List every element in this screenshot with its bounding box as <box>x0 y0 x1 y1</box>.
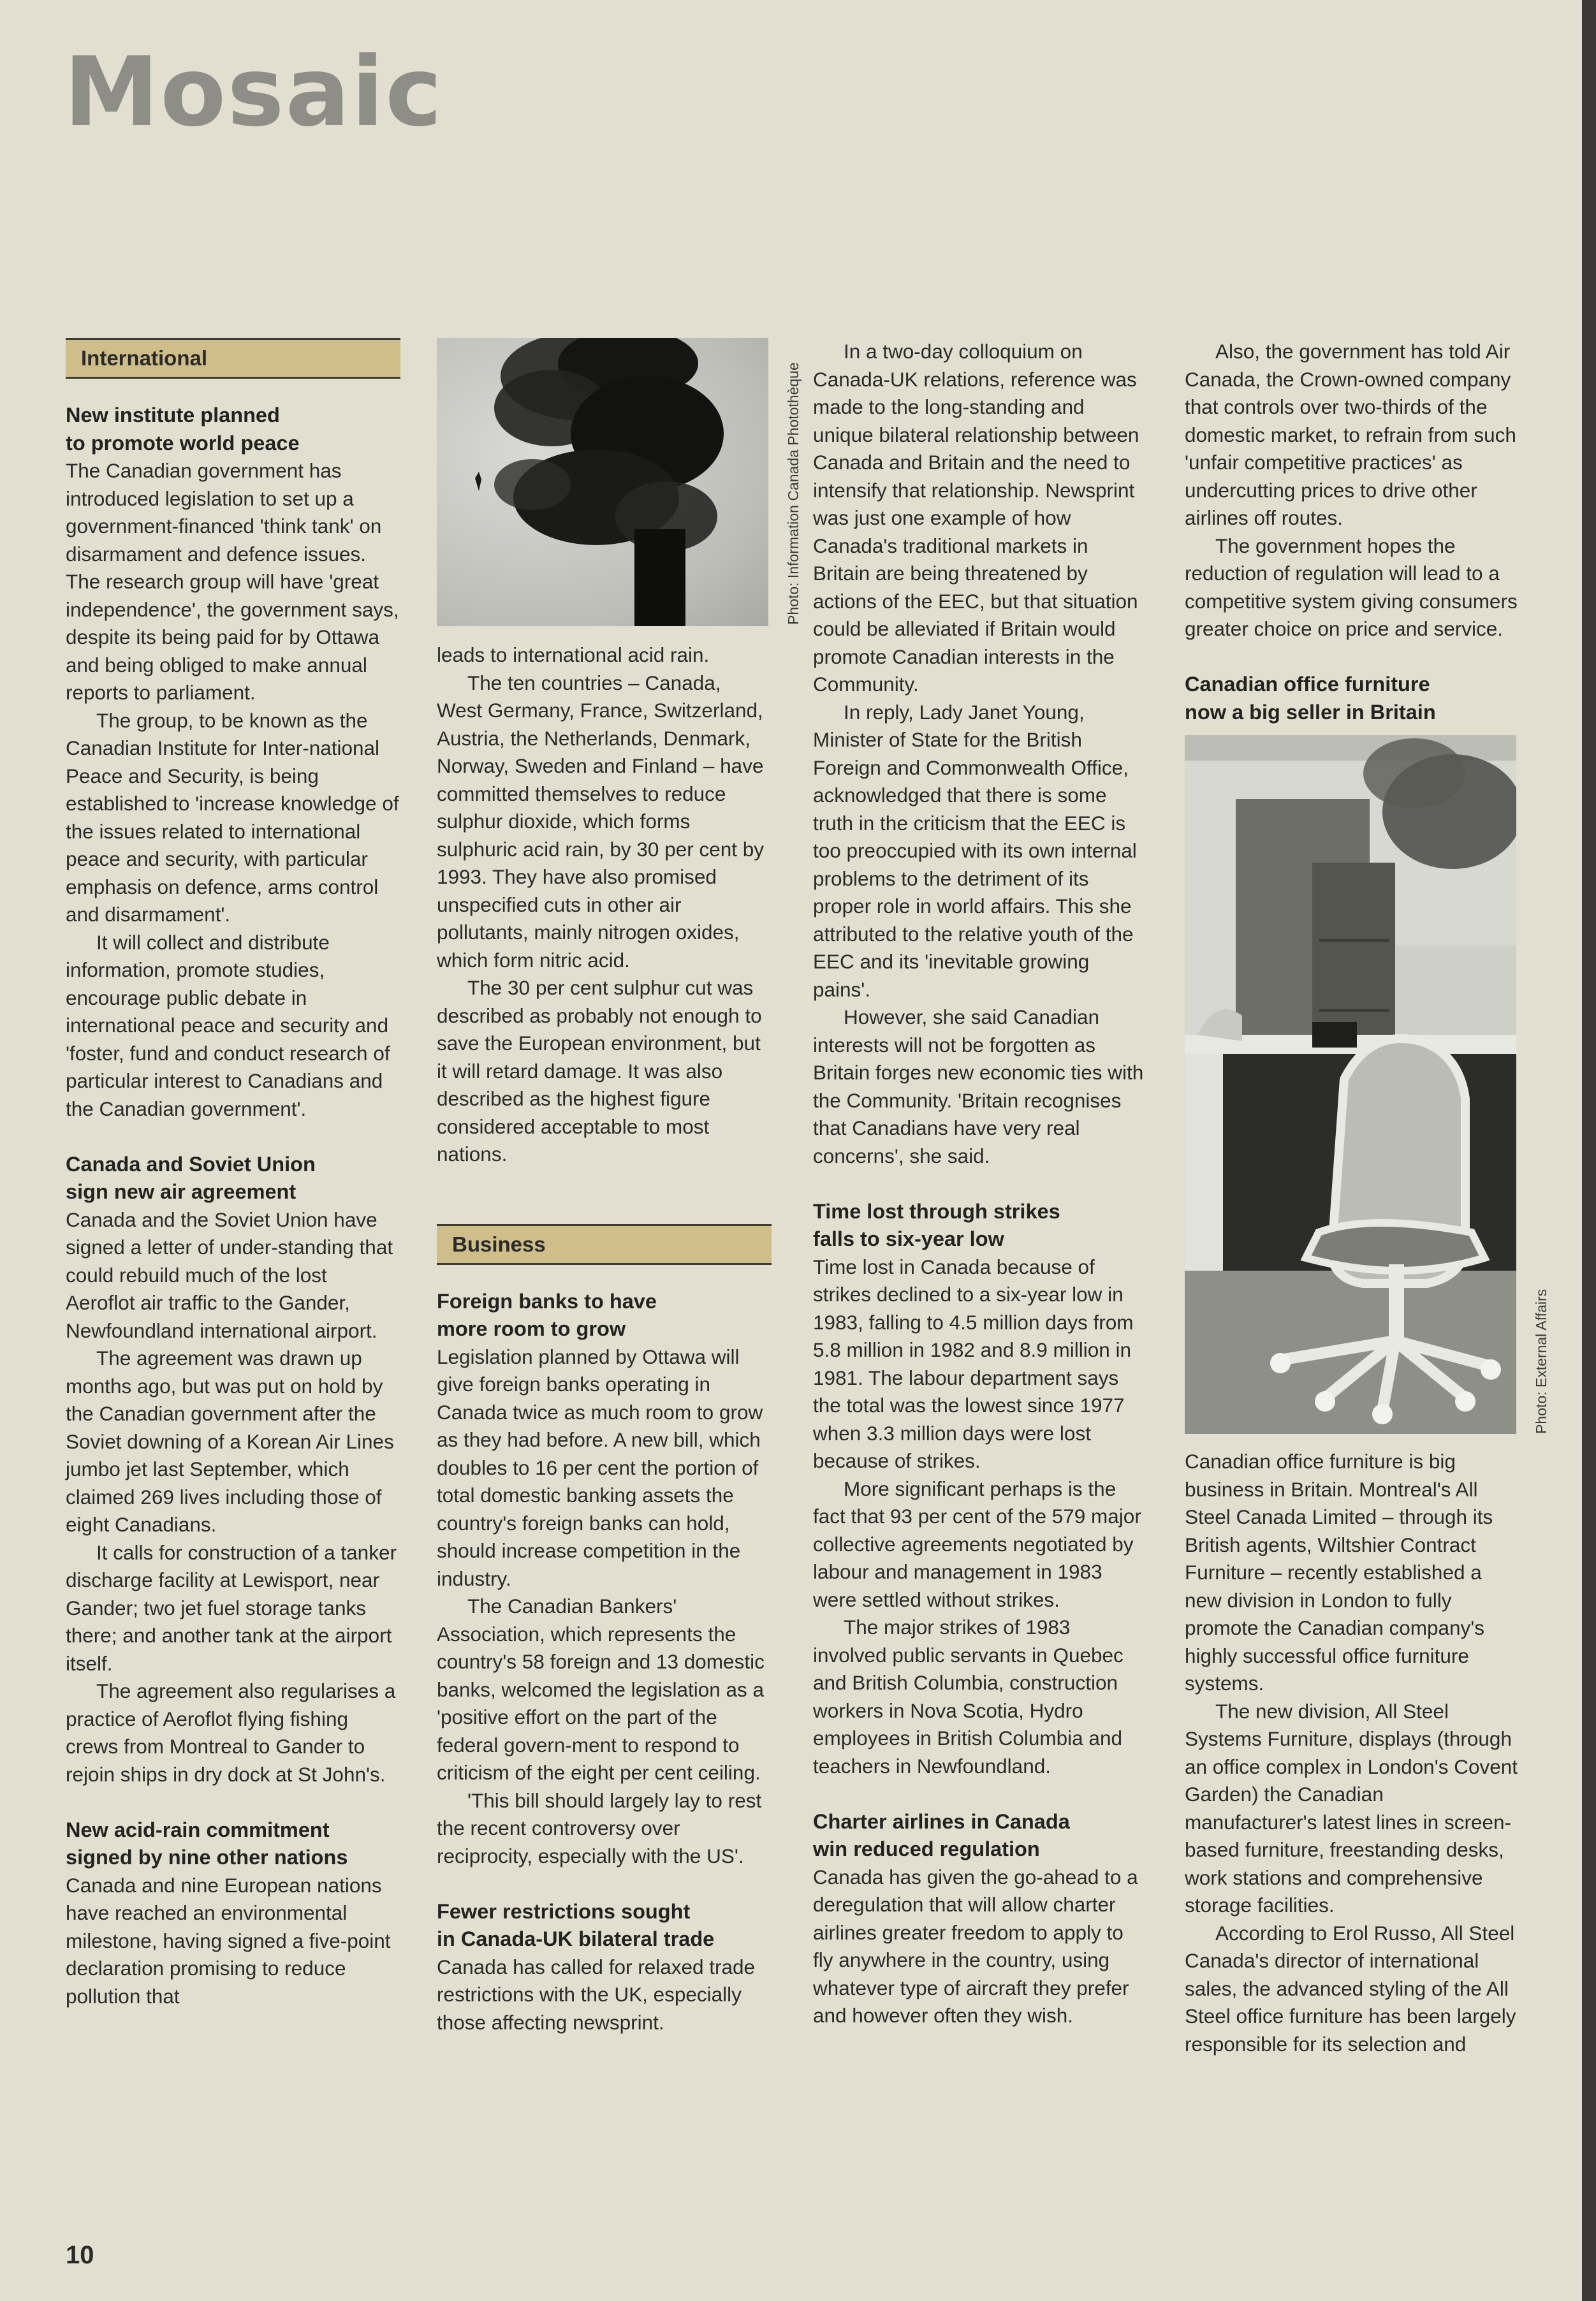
column-2 <box>437 338 802 2036</box>
headline-bilateral-trade: Fewer restrictions sought in Canada-UK bilateral trade <box>437 1899 715 1950</box>
article-paragraph: More significant perhaps is the fact that 93 per cent of the 579 major collective agreements negotiated by labour and management in 1983 were settled without strikes. <box>813 1477 1141 1611</box>
article-paragraph: However, she said Canadian interests will not be forgotten as Britain forges new economic ties with the Community. 'Britain recognises that Canadians have very real concerns', she said. <box>813 1005 1144 1167</box>
article-paragraph: The government hopes the reduction of regulation will lead to a competitive system giving consumers greater choice on price and service. <box>1185 534 1518 640</box>
article-paragraph: Canada and nine European nations have reached an environmental milestone, having signed a five-point declaration promising to reduce pollution that <box>66 1873 391 2008</box>
page-edge <box>1582 0 1596 2301</box>
article-paragraph: The major strikes of 1983 involved public servants in Quebec and British Columbia, construction workers in Nova Scotia, Hydro employees in British Columbia and teachers in Newfoundland. <box>813 1616 1124 1778</box>
article-paragraph: The group, to be known as the Canadian Institute for Inter-national Peace and Security, is being established to 'increase knowledge of the issues related to international peace and security, with particular emphasis on defence, arms control and disarmament'. <box>66 708 399 926</box>
headline-strikes: Time lost through strikes falls to six-year low <box>813 1199 1060 1250</box>
article-paragraph: Canada has called for relaxed trade restrictions with the UK, especially those affecting newsprint. <box>437 1955 756 2034</box>
column-1 <box>66 338 400 2010</box>
headline-charter-airlines: Charter airlines in Canada win reduced regulation <box>813 1809 1070 1860</box>
office-chair-image <box>1185 735 1516 1434</box>
section-label-business: Business <box>437 1224 772 1265</box>
smokestack-smoke-image <box>437 338 768 626</box>
photo-credit: Photo: Information Canada Photothèque <box>785 362 802 625</box>
article-paragraph: The new division, All Steel Systems Furniture, displays (through an office complex in London's Covent Garden) the Canadian manufacturer's latest lines in screen-based furniture, freestanding desks, work stations and comprehensive storage facilities. <box>1185 1699 1518 1917</box>
article-paragraph: Legislation planned by Ottawa will give foreign banks operating in Canada twice as much room to grow as they had before. A new bill, which doubles to 16 per cent the portion of total domestic banking assets the country's foreign banks can hold, should increase competition in the industry. <box>437 1345 763 1590</box>
article-paragraph: Canadian office furniture is big business in Britain. Montreal's All Steel Canada Limited – through its British agents, Wiltshier Contract Furniture – recently established a new division in London to fully promote the Canadian company's highly successful office furniture systems. <box>1185 1450 1493 1695</box>
office-furniture-figure <box>1185 735 1549 1448</box>
article-paragraph: In reply, Lady Janet Young, Minister of State for the British Foreign and Commonwealth Office, acknowledged that there is some truth in the criticism that the EEC is too preoccupied with its own internal problems to the detriment of its proper role in world affairs. This she attributed to the relative youth of the EEC and its 'inevitable growing pains'. <box>813 700 1137 1001</box>
article-paragraph: Also, the government has told Air Canada, the Crown-owned company that controls over two-thirds of the domestic market, to refrain from such 'unfair competitive practices' as undercutting prices to drive other airlines off routes. <box>1185 340 1516 529</box>
article-paragraph: Time lost in Canada because of strikes declined to a six-year low in 1983, falling to 4.5 million days from 5.8 million in 1982 and 8.9 million in 1981. The labour department says the total was the lowest since 1977 when 3.3 million days were lost because of strikes. <box>813 1255 1134 1472</box>
article-paragraph: The 30 per cent sulphur cut was described as probably not enough to save the European environment, but it will retard damage. It was also described as the highest figure considered acceptable to most nations. <box>437 976 762 1165</box>
headline-acid-rain: New acid-rain commitment signed by nine other nations <box>66 1818 348 1869</box>
article-paragraph: Canada and the Soviet Union have signed a letter of under-standing that could rebuild much of the lost Aeroflot air traffic to the Gander, Newfoundland international airport. <box>66 1208 393 1342</box>
article-paragraph: It calls for construction of a tanker discharge facility at Lewisport, near Gander; two jet fuel storage tanks there; and another tank at the airport itself. <box>66 1540 397 1675</box>
article-paragraph: The Canadian government has introduced legislation to set up a government-financed 'think tank' on disarmament and defence issues. The research group will have 'great independence', the government says, despite its being paid for by Ottawa and being obliged to make annual reports to parliament. <box>66 459 399 704</box>
headline-peace-institute: New institute planned to promote world peace <box>66 404 300 455</box>
article-paragraph: The ten countries – Canada, West Germany, France, Switzerland, Austria, the Netherlands, Denmark, Norway, Sweden and Finland – have committed themselves to reduce sulphur dioxide, which forms sulphuric acid rain, by 30 per cent by 1993. They have also promised unspecified cuts in other air pollutants, mainly nitrogen oxides, which form nitric acid. <box>437 671 765 972</box>
article-paragraph: 'This bill should largely lay to rest the recent controversy over reciprocity, especially with the US'. <box>437 1788 762 1867</box>
photo-credit: Photo: External Affairs <box>1533 1289 1549 1434</box>
page-number: 10 <box>66 2241 94 2269</box>
article-paragraph: Canada has given the go-ahead to a deregulation that will allow charter airlines greater freedom to apply to fly anywhere in the country, using whatever type of aircraft they prefer and however often they wish. <box>813 1865 1138 2027</box>
headline-foreign-banks: Foreign banks to have more room to grow <box>437 1289 657 1340</box>
office-furniture-photo <box>1185 735 1516 1434</box>
article-paragraph: The agreement also regularises a practice of Aeroflot flying fishing crews from Montreal to Gander to rejoin ships in dry dock at St John's. <box>66 1679 396 1786</box>
masthead-title: Mosaic <box>64 37 444 148</box>
headline-office-furniture: Canadian office furniture now a big seller in Britain <box>1185 673 1436 724</box>
smokestack-photo <box>437 338 768 626</box>
article-paragraph: In a two-day colloquium on Canada-UK relations, reference was made to the long-standing and unique bilateral relationship between Canada and Britain and the need to intensify that relationship. Newsprint was just one example of how Canada's traditional markets in Britain are being threatened by actions of the EEC, but that situation could be alleviated if Britain would promote Canadian interests in the Community. <box>813 340 1139 696</box>
article-paragraph: It will collect and distribute information, promote studies, encourage public debate in international peace and security and 'foster, fund and conduct research of particular interest to Canadians and the Canadian government'. <box>66 930 390 1120</box>
headline-air-agreement: Canada and Soviet Union sign new air agreement <box>66 1152 316 1203</box>
smokestack-figure <box>437 338 802 641</box>
column-3 <box>813 338 1148 2030</box>
article-paragraph: According to Erol Russo, All Steel Canada's director of international sales, the advanced styling of the All Steel office furniture has been largely responsible for its selection and <box>1185 1921 1516 2056</box>
article-paragraph: The agreement was drawn up months ago, but was put on hold by the Canadian government after the Soviet downing of a Korean Air Lines jumbo jet last September, which claimed 269 lives including those of eight Canadians. <box>66 1347 394 1536</box>
section-label-international: International <box>66 338 400 379</box>
article-paragraph: leads to international acid rain. <box>437 643 710 666</box>
article-paragraph: The Canadian Bankers' Association, which represents the country's 58 foreign and 13 domestic banks, welcomed the legislation as a 'positive effort on the part of the federal govern-ment to respond to criticism of the eight per cent ceiling. <box>437 1595 765 1784</box>
column-4 <box>1185 338 1549 2058</box>
